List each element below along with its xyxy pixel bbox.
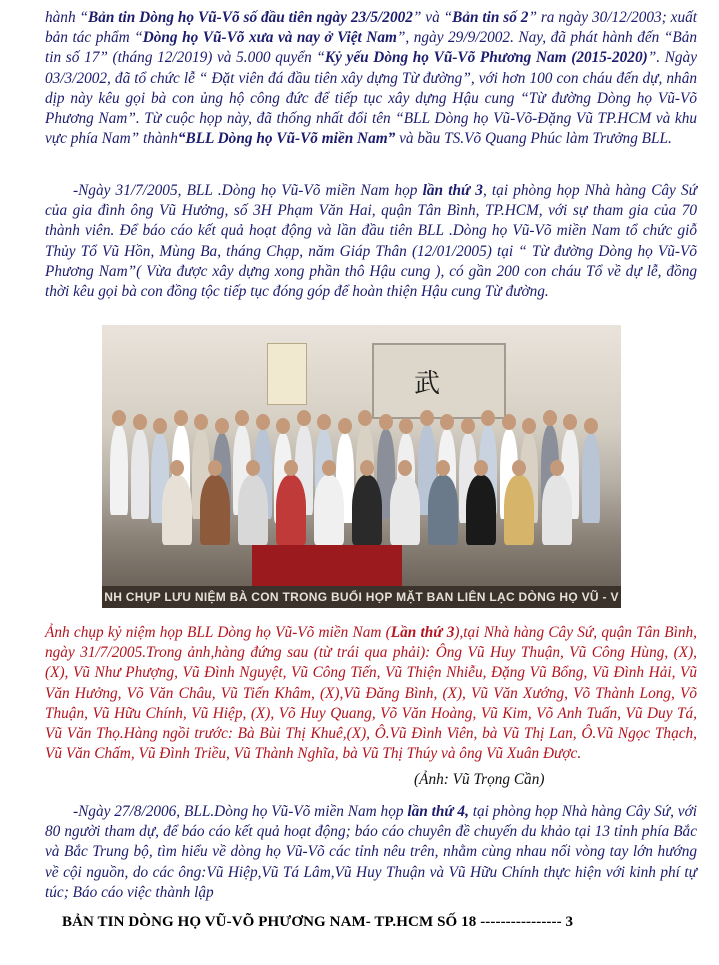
person-head xyxy=(215,418,229,434)
person-head xyxy=(379,414,393,430)
person-head xyxy=(112,410,126,426)
person-head xyxy=(276,418,290,434)
person-head xyxy=(174,410,188,426)
person-figure xyxy=(276,475,306,545)
text-segment: lần thứ 3 xyxy=(422,182,483,199)
text-segment: hành “ xyxy=(45,9,88,26)
person-head xyxy=(338,418,352,434)
person-figure xyxy=(352,475,382,545)
person-head xyxy=(322,460,336,476)
group-photo xyxy=(102,325,621,608)
person-head xyxy=(512,460,526,476)
text-segment: Dòng họ Vũ-Võ xưa và nay ở Việt Nam xyxy=(142,29,397,47)
person-head xyxy=(522,418,536,434)
person-head xyxy=(474,460,488,476)
person-head xyxy=(502,414,516,430)
person-figure xyxy=(110,425,128,515)
text-segment: -Ngày 27/8/2006, BLL.Dòng họ Vũ-Võ miền Nam họp xyxy=(73,803,408,820)
person-head xyxy=(360,460,374,476)
text-segment: ),tại Nhà hàng Cây Sứ, quận Tân Bình, ngày 31/7/2005.Trong ảnh,hàng đứng sau (từ trái qua phải): Ông Vũ Huy Thuận, Vũ Công Hùng, (X), (X), Vũ Như Phượng, Vũ Đình Nguyệt, Vũ Công Tiến, Vũ Thiện Nhiễu, Đặng Vũ Bổng, Vũ Đình Hải, Vũ Văn Hưởng, Võ Văn Châu, Vũ Tiến Khâm, (X),Vũ Đăng Bình, (X), Vũ Văn Xướng, Võ Thành Long, Võ Thuận, Vũ Hữu Chính, Vũ Hiệp, (X), Võ Huy Quang, Võ Văn Hoàng, Vũ Kim, Võ Anh Tuấn, Vũ Duy Tá, Vũ Văn Thọ.Hàng ngồi trước: Bà Bùi Thị Khuê,(X), Ô.Vũ Đình Viên, bà Vũ Thị Lan, Ô.Vũ Ngọc Thạch, Vũ Văn Chấm, Vũ Đình Triều, Vũ Thành Nghĩa, bà Vũ Thị Thúy và ông Vũ Xuân Được. xyxy=(45,624,698,763)
text-segment: Bản tin Dòng họ Vũ-Võ số đầu tiên ngày 23/5/2002 xyxy=(88,9,413,26)
text-segment: ” và “ xyxy=(412,9,453,26)
person-head xyxy=(208,460,222,476)
person-head xyxy=(133,414,147,430)
text-segment: Ảnh chụp kỷ niệm họp BLL Dòng họ Vũ-Võ miền Nam ( xyxy=(45,624,391,641)
person-head xyxy=(246,460,260,476)
text-segment: ” ra ngày 30/12/2003; xuất bản tác phẩm “ xyxy=(45,9,697,47)
person-head xyxy=(297,410,311,426)
photo-banner: NH CHỤP LƯU NIỆM BÀ CON TRONG BUỔI HỌP MẶT BAN LIÊN LẠC DÒNG HỌ VŨ - V xyxy=(102,586,621,608)
text-segment: ”. Ngày 03/3/2002, đã tổ chức lễ “ Đặt viên đá đầu tiên xây dựng Từ đường”, với hơn 100 con cháu đến dự, nhân dịp này kêu gọi bà con ủng hộ công đức để tiếp tục xây dựng Hậu cung “Từ đường Dòng họ Vũ-Võ Phương Nam”. Từ cuộc họp này, đã thống nhất đổi tên “BLL Dòng họ Vũ-Võ-Đặng Vũ TP.HCM và khu vực phía Nam” thành xyxy=(45,49,697,148)
person-head xyxy=(284,460,298,476)
person-figure xyxy=(504,475,534,545)
photo-caption xyxy=(45,623,697,764)
text-segment: -Ngày 31/7/2005, BLL .Dòng họ Vũ-Võ miền Nam họp xyxy=(73,182,423,199)
text-segment: , tại phòng họp Nhà hàng Cây Sứ của gia đình ông Vũ Hưởng, số 3H Phạm Văn Hai, quận Tân Bình, TP.HCM, với sự tham gia của 70 thành viên. Để báo cáo kết quả hoạt động và lần đầu tiên BLL .Dòng họ Vũ-Võ miền Nam tổ chức giỗ Thủy Tổ Vũ Hồn, Mùng Ba, tháng Chạp, năm Giáp Thân (12/01/2005) tại “ Từ đường Dòng họ Vũ-Võ Phương Nam”( Vừa được xây dựng xong phần thô Hậu cung ), có gần 200 con cháu Tổ về dự lễ, đồng thời kêu gọi bà con đồng tộc tiếp tục đóng góp để hoàn thiện Hậu cung Từ đường. xyxy=(45,182,697,301)
person-head xyxy=(440,414,454,430)
person-head xyxy=(461,418,475,434)
person-figure xyxy=(542,475,572,545)
page-footer: BẢN TIN DÒNG HỌ VŨ-VÕ PHƯƠNG NAM- TP.HCM SỐ 18 ---------------- 3 xyxy=(62,914,574,930)
person-head xyxy=(543,410,557,426)
person-head xyxy=(563,414,577,430)
text-segment: Lần thứ 3 xyxy=(390,624,455,641)
person-figure xyxy=(131,429,149,519)
person-head xyxy=(550,460,564,476)
welcome-sign xyxy=(267,343,307,405)
text-segment: và bầu TS.Võ Quang Phúc làm Trưởng BLL. xyxy=(395,130,672,148)
person-head xyxy=(436,460,450,476)
person-head xyxy=(153,418,167,434)
text-segment: ”, ngày 29/9/2002. Nay, đã phát hành đến “Bản tin số 17” (tháng 12/2019) và 5.000 quyển “ xyxy=(45,29,697,67)
person-head xyxy=(194,414,208,430)
person-head xyxy=(399,418,413,434)
person-figure xyxy=(238,475,268,545)
plaque-glyph: 武 xyxy=(414,369,441,398)
person-head xyxy=(584,418,598,434)
paragraph-meeting-4 xyxy=(45,802,697,903)
person-figure xyxy=(466,475,496,545)
person-head xyxy=(317,414,331,430)
text-segment: Bản tin số 2 xyxy=(452,9,529,26)
person-figure xyxy=(582,433,600,523)
person-head xyxy=(420,410,434,426)
person-head xyxy=(481,410,495,426)
person-head xyxy=(235,410,249,426)
paragraph-publications xyxy=(45,8,697,149)
text-segment: Kỷ yếu Dòng họ Vũ-Võ Phương Nam (2015-2020) xyxy=(324,49,648,67)
paragraph-meeting-3 xyxy=(45,181,697,302)
person-head xyxy=(256,414,270,430)
person-figure xyxy=(428,475,458,545)
person-figure xyxy=(314,475,344,545)
person-head xyxy=(170,460,184,476)
text-segment: tại phòng họp Nhà hàng Cây Sứ, với 80 người tham dự, để báo cáo kết quả hoạt động; báo cáo chuyên đề chuyến du khảo tại 13 tỉnh phía Bắc và Bắc Trung bộ, tìm hiểu về dòng họ Vũ-Võ các tỉnh nêu trên, nhằm cùng nhau nối vòng tay lớn hướng về cội nguồn, do các ông:Vũ Hiệp,Vũ Tá Lâm,Vũ Huy Thuận và Vũ Hữu Chính thực hiện với kinh phí tự túc; Báo cáo việc thành lập xyxy=(45,803,697,901)
person-figure xyxy=(200,475,230,545)
person-figure xyxy=(390,475,420,545)
person-head xyxy=(398,460,412,476)
text-segment: lần thứ 4, xyxy=(407,803,469,820)
text-segment: “BLL Dòng họ Vũ-Võ miền Nam” xyxy=(177,130,396,148)
photo-credit: (Ảnh: Vũ Trọng Cần) xyxy=(414,771,545,788)
person-figure xyxy=(162,475,192,545)
person-head xyxy=(358,410,372,426)
